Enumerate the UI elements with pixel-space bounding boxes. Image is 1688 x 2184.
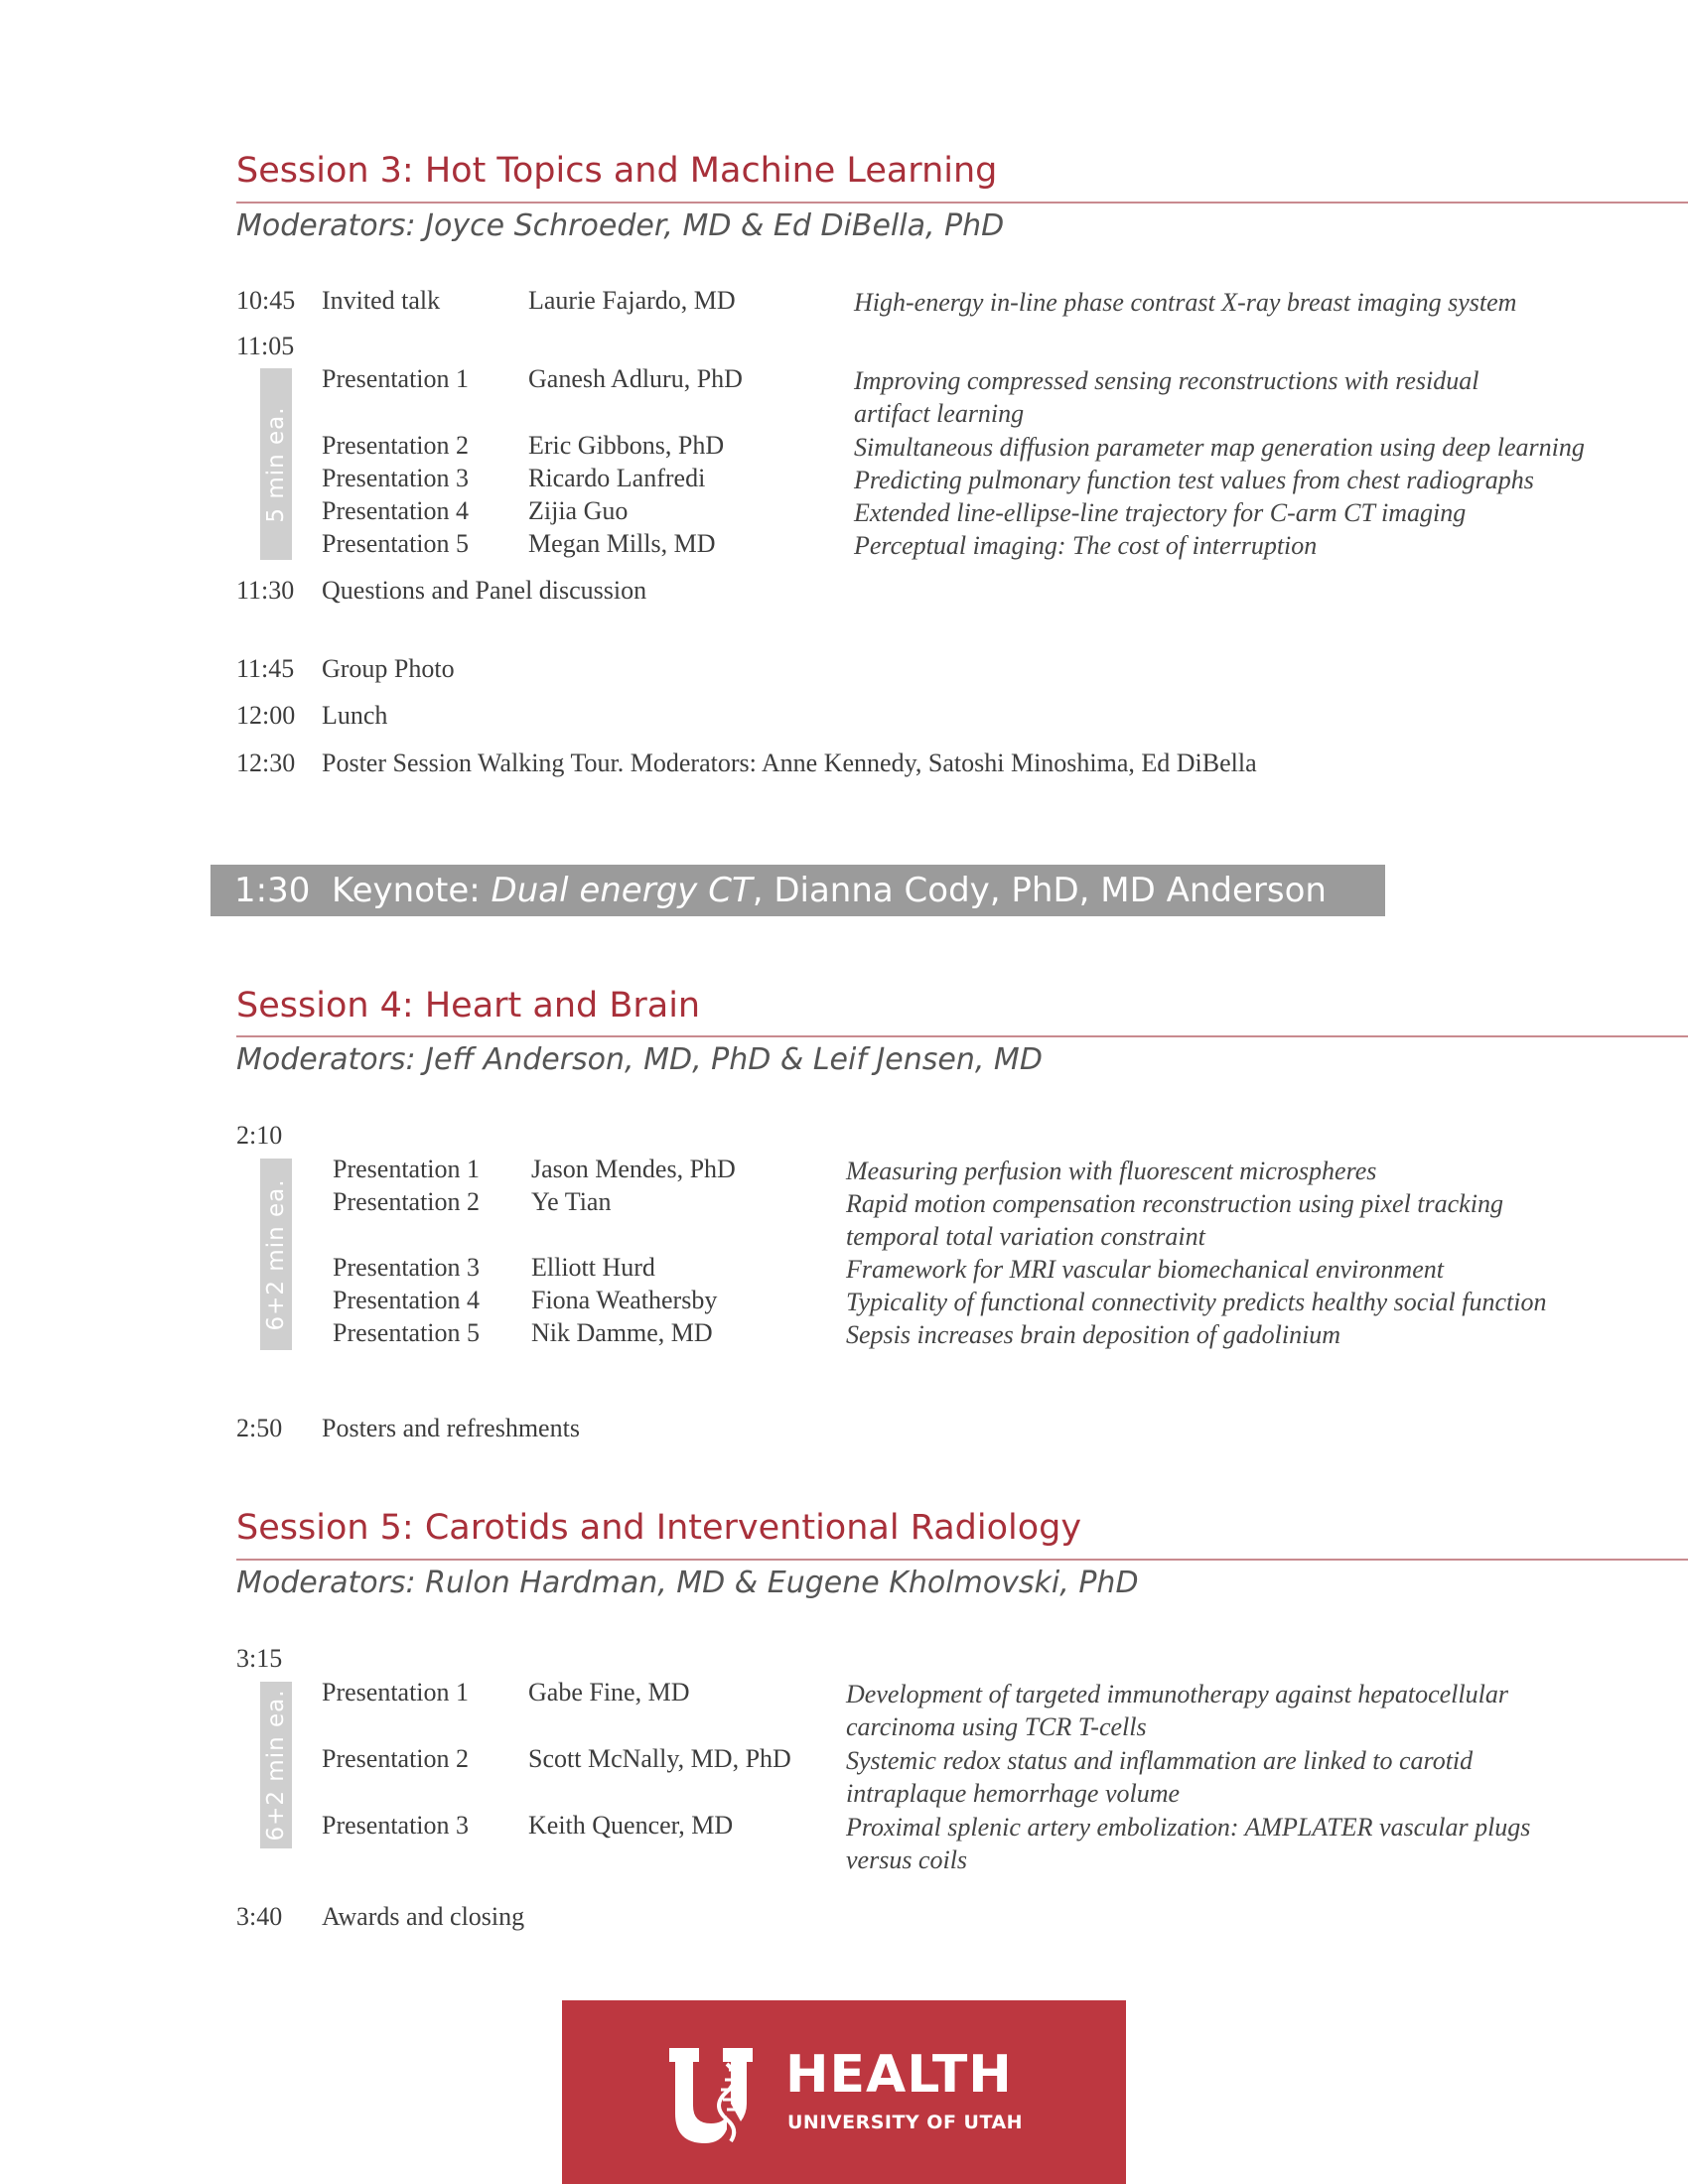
session5-p2-speaker: Scott McNally, MD, PhD xyxy=(528,1744,791,1773)
session5-rule xyxy=(236,1559,1688,1561)
photo-time: 11:45 xyxy=(236,654,295,683)
session3-p4-speaker: Zijia Guo xyxy=(528,496,629,525)
session4-block-time: 2:10 xyxy=(236,1121,283,1150)
session5-p2-label: Presentation 2 xyxy=(322,1744,470,1773)
session4-p3-speaker: Elliott Hurd xyxy=(531,1253,655,1282)
session3-p5-label: Presentation 5 xyxy=(322,529,470,558)
keynote-bar xyxy=(211,865,1385,916)
keynote-text xyxy=(332,865,1327,916)
session4-after-time: 2:50 xyxy=(236,1414,283,1442)
session5-after-time: 3:40 xyxy=(236,1902,283,1931)
poster-tour-time: 12:30 xyxy=(236,749,296,777)
session4-moderators: Moderators: Jeff Anderson, MD, PhD & Leif Jensen, MD xyxy=(236,1042,1043,1077)
session4-p4-title: Typicality of functional connectivity predicts healthy social function xyxy=(846,1288,1547,1316)
session4-p5-label: Presentation 5 xyxy=(333,1318,481,1347)
block-u-icon xyxy=(665,2044,769,2147)
session3-invited-title: High-energy in-line phase contrast X-ray breast imaging system xyxy=(854,288,1517,317)
session5-p3-title: Proximal splenic artery embolization: AMPLATER vascular plugs versus coils xyxy=(846,1813,1531,1874)
session5-after-text: Awards and closing xyxy=(322,1902,525,1931)
session5-title: Session 5: Carotids and Interventional Radiology xyxy=(236,1508,1082,1548)
session5-p1-speaker: Gabe Fine, MD xyxy=(528,1678,690,1706)
session3-invited-speaker: Laurie Fajardo, MD xyxy=(528,286,736,315)
session3-p1-speaker: Ganesh Adluru, PhD xyxy=(528,364,743,393)
session5-moderators: Moderators: Rulon Hardman, MD & Eugene Kholmovski, PhD xyxy=(236,1566,1139,1600)
session3-p1-title: Improving compressed sensing reconstructions with residual artifact learning xyxy=(854,366,1479,428)
session4-p1-speaker: Jason Mendes, PhD xyxy=(531,1155,736,1183)
session3-moderators: Moderators: Joyce Schroeder, MD & Ed DiBella, PhD xyxy=(236,208,1005,243)
session4-p4-speaker: Fiona Weathersby xyxy=(531,1286,718,1314)
session3-p3-title: Predicting pulmonary function test values from chest radiographs xyxy=(854,466,1534,494)
session3-p2-label: Presentation 2 xyxy=(322,431,470,460)
session4-title: Session 4: Heart and Brain xyxy=(236,986,701,1025)
session5-p3-label: Presentation 3 xyxy=(322,1811,470,1840)
keynote-prefix: Keynote: xyxy=(332,871,492,910)
session3-duration-label: 5 min ea. xyxy=(263,405,289,523)
session4-p4-label: Presentation 4 xyxy=(333,1286,481,1314)
session3-p4-title: Extended line-ellipse-line trajectory for C-arm CT imaging xyxy=(854,498,1467,527)
session3-p2-speaker: Eric Gibbons, PhD xyxy=(528,431,725,460)
keynote-talk: Dual energy CT xyxy=(491,871,753,910)
session3-p3-label: Presentation 3 xyxy=(322,464,470,492)
keynote-speaker: , Dianna Cody, PhD, MD Anderson xyxy=(752,871,1327,910)
session4-p3-title: Framework for MRI vascular biomechanical environment xyxy=(846,1255,1444,1284)
session3-q-text: Questions and Panel discussion xyxy=(322,576,647,605)
session5-duration-label: 6+2 min ea. xyxy=(263,1689,289,1842)
session3-q-time: 11:30 xyxy=(236,576,295,605)
session4-p1-label: Presentation 1 xyxy=(333,1155,481,1183)
session3-p3-speaker: Ricardo Lanfredi xyxy=(528,464,706,492)
session5-block-time: 3:15 xyxy=(236,1644,283,1673)
session3-p2-title: Simultaneous diffusion parameter map generation using deep learning xyxy=(854,433,1585,462)
university-health-logo xyxy=(562,2000,1126,2184)
session4-p5-speaker: Nik Damme, MD xyxy=(531,1318,713,1347)
session4-p2-label: Presentation 2 xyxy=(333,1187,481,1216)
poster-tour-text: Poster Session Walking Tour. Moderators: Anne Kennedy, Satoshi Minoshima, Ed DiBella xyxy=(322,749,1257,777)
session4-p5-title: Sepsis increases brain deposition of gadolinium xyxy=(846,1320,1341,1349)
lunch-text: Lunch xyxy=(322,701,388,730)
session5-p1-title: Development of targeted immunotherapy against hepatocellular carcinoma using TCR T-cells xyxy=(846,1680,1508,1741)
session3-title: Session 3: Hot Topics and Machine Learning xyxy=(236,151,998,191)
session4-p3-label: Presentation 3 xyxy=(333,1253,481,1282)
session3-invited-label: Invited talk xyxy=(322,286,441,315)
photo-text: Group Photo xyxy=(322,654,455,683)
session3-p5-speaker: Megan Mills, MD xyxy=(528,529,716,558)
session4-duration-label: 6+2 min ea. xyxy=(263,1177,289,1331)
session5-p2-title: Systemic redox status and inflammation are linked to carotid intraplaque hemorrhage volume xyxy=(846,1746,1474,1808)
logo-health-text: HEALTH xyxy=(785,2045,1013,2105)
session4-rule xyxy=(236,1035,1688,1037)
session4-p2-title: Rapid motion compensation reconstruction using pixel tracking temporal total variation constraint xyxy=(846,1189,1503,1251)
session5-p1-label: Presentation 1 xyxy=(322,1678,470,1706)
session4-p2-speaker: Ye Tian xyxy=(531,1187,612,1216)
session4-duration-bar xyxy=(260,1159,292,1350)
session3-p5-title: Perceptual imaging: The cost of interruption xyxy=(854,531,1318,560)
session3-rule xyxy=(236,202,1688,204)
session3-p1-label: Presentation 1 xyxy=(322,364,470,393)
keynote-time: 1:30 xyxy=(234,871,311,910)
lunch-time: 12:00 xyxy=(236,701,296,730)
session3-invited-time: 10:45 xyxy=(236,286,296,315)
session4-p1-title: Measuring perfusion with fluorescent microspheres xyxy=(846,1157,1377,1185)
session4-after-text: Posters and refreshments xyxy=(322,1414,580,1442)
logo-university-text: UNIVERSITY OF UTAH xyxy=(787,2112,1024,2133)
session3-block-time: 11:05 xyxy=(236,332,295,360)
session3-duration-bar xyxy=(260,368,292,560)
session5-p3-speaker: Keith Quencer, MD xyxy=(528,1811,734,1840)
session3-p4-label: Presentation 4 xyxy=(322,496,470,525)
session5-duration-bar xyxy=(260,1682,292,1848)
